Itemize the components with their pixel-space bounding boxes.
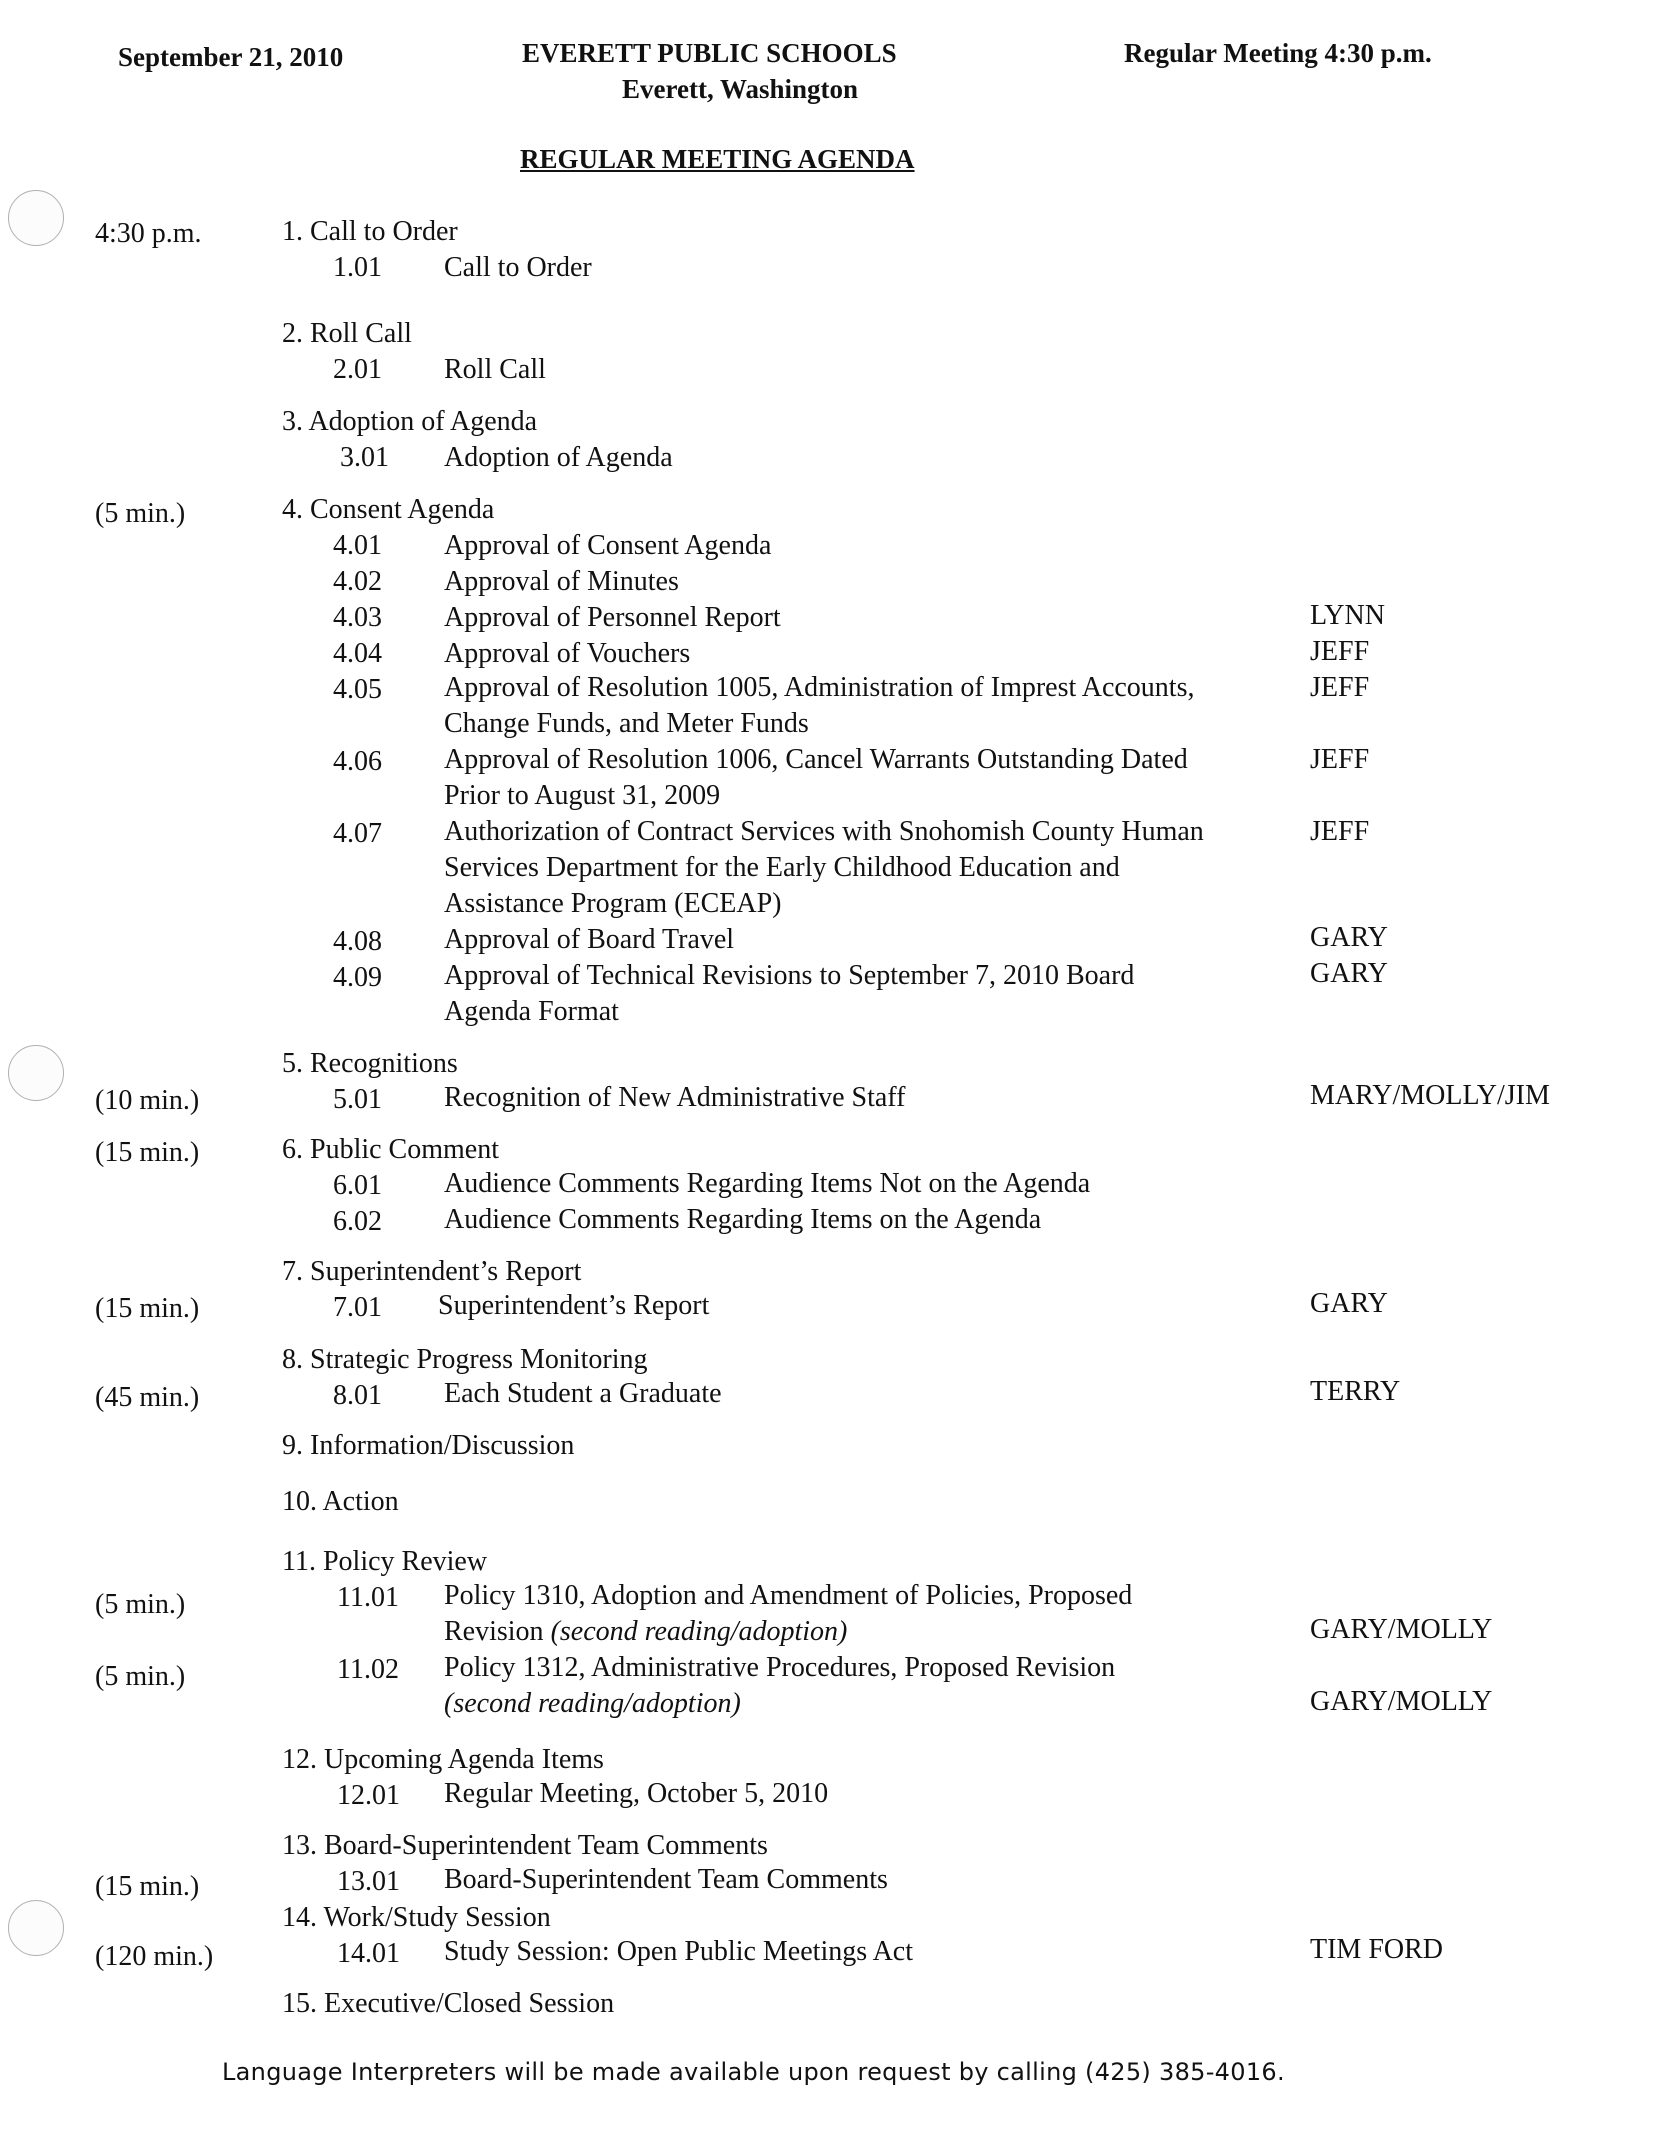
item-note-text: (second reading/adoption) (444, 1688, 741, 1719)
item-number: 3.01 (340, 442, 389, 473)
item-number: 11.02 (337, 1654, 399, 1685)
item-text: Services Department for the Early Childhood Education and (444, 852, 1120, 883)
item-number: 5.01 (333, 1084, 382, 1115)
section-heading: 3. Adoption of Agenda (282, 406, 538, 437)
item-text: Approval of Resolution 1005, Administration of Imprest Accounts, (444, 672, 1195, 703)
item-text: Roll Call (444, 354, 546, 385)
item-text: Approval of Personnel Report (444, 602, 781, 633)
item-text (444, 1614, 847, 1650)
item-number: 4.09 (333, 962, 382, 993)
item-note: (second reading/adoption) (550, 1616, 848, 1647)
time-allocation: 4:30 p.m. (95, 218, 202, 249)
item-text: Approval of Consent Agenda (444, 530, 772, 561)
item-note (444, 1686, 741, 1722)
item-text: Approval of Minutes (444, 566, 679, 597)
punch-hole-decoration (8, 1045, 64, 1101)
item-number: 7.01 (333, 1292, 382, 1323)
section-heading: 10. Action (282, 1486, 399, 1517)
item-text: Recognition of New Administrative Staff (444, 1082, 906, 1113)
item-text: Audience Comments Regarding Items on the Agenda (444, 1204, 1042, 1235)
section-heading: 2. Roll Call (282, 318, 412, 349)
time-allocation: (10 min.) (95, 1085, 200, 1116)
item-number: 4.05 (333, 674, 382, 705)
punch-hole-decoration (8, 190, 64, 246)
section-heading: 7. Superintendent’s Report (282, 1256, 582, 1287)
org-name: EVERETT PUBLIC SCHOOLS (522, 38, 897, 68)
page-title: REGULAR MEETING AGENDA (520, 144, 915, 174)
presenter-name: GARY (1310, 1288, 1388, 1319)
item-text: Change Funds, and Meter Funds (444, 708, 809, 739)
presenter-name: JEFF (1310, 636, 1370, 667)
presenter-name: JEFF (1310, 672, 1370, 703)
item-number: 11.01 (337, 1582, 399, 1613)
section-heading: 8. Strategic Progress Monitoring (282, 1344, 648, 1375)
item-number: 4.07 (333, 818, 382, 849)
item-text: Approval of Technical Revisions to September 7, 2010 Board (444, 960, 1135, 991)
item-text: Policy 1310, Adoption and Amendment of Policies, Proposed (444, 1580, 1133, 1611)
punch-hole-decoration (8, 1900, 64, 1956)
presenter-name: JEFF (1310, 816, 1370, 847)
item-number: 2.01 (333, 354, 382, 385)
item-text: Board-Superintendent Team Comments (444, 1864, 888, 1895)
section-heading: 9. Information/Discussion (282, 1430, 575, 1461)
section-heading: 13. Board-Superintendent Team Comments (282, 1830, 768, 1861)
item-text: Prior to August 31, 2009 (444, 780, 721, 811)
item-text: Superintendent’s Report (438, 1290, 710, 1321)
item-number: 14.01 (337, 1938, 400, 1969)
item-number: 1.01 (333, 252, 382, 283)
time-allocation: (5 min.) (95, 498, 186, 529)
org-location: Everett, Washington (622, 74, 859, 104)
item-text: Adoption of Agenda (444, 442, 673, 473)
item-text: Approval of Board Travel (444, 924, 735, 955)
time-allocation: (45 min.) (95, 1382, 200, 1413)
section-heading: 14. Work/Study Session (282, 1902, 551, 1933)
item-text: Approval of Resolution 1006, Cancel Warrants Outstanding Dated (444, 744, 1188, 775)
item-number: 6.02 (333, 1206, 382, 1237)
item-text: Assistance Program (ECEAP) (444, 888, 782, 919)
time-allocation: (120 min.) (95, 1941, 214, 1972)
item-text: Agenda Format (444, 996, 619, 1027)
item-text: Approval of Vouchers (444, 638, 691, 669)
item-text: Audience Comments Regarding Items Not on the Agenda (444, 1168, 1091, 1199)
time-allocation: (15 min.) (95, 1871, 200, 1902)
meeting-date: September 21, 2010 (118, 42, 344, 72)
item-text: Each Student a Graduate (444, 1378, 722, 1409)
presenter-name: TERRY (1310, 1376, 1401, 1407)
presenter-name: GARY/MOLLY (1310, 1686, 1493, 1717)
item-text: Study Session: Open Public Meetings Act (444, 1936, 913, 1967)
item-text: Call to Order (444, 252, 592, 283)
item-number: 4.03 (333, 602, 382, 633)
presenter-name: GARY (1310, 922, 1388, 953)
item-number: 8.01 (333, 1380, 382, 1411)
time-allocation: (15 min.) (95, 1137, 200, 1168)
item-number: 6.01 (333, 1170, 382, 1201)
item-number: 4.04 (333, 638, 382, 669)
presenter-name: GARY (1310, 958, 1388, 989)
item-number: 4.08 (333, 926, 382, 957)
item-number: 4.01 (333, 530, 382, 561)
item-text: Policy 1312, Administrative Procedures, Proposed Revision (444, 1652, 1116, 1683)
presenter-name: LYNN (1310, 600, 1385, 631)
section-heading: 1. Call to Order (282, 216, 458, 247)
section-heading: 15. Executive/Closed Session (282, 1988, 615, 2019)
presenter-name: MARY/MOLLY/JIM (1310, 1080, 1550, 1111)
time-allocation: (5 min.) (95, 1661, 186, 1692)
meeting-type: Regular Meeting 4:30 p.m. (1124, 38, 1432, 68)
item-text: Regular Meeting, October 5, 2010 (444, 1778, 829, 1809)
item-number: 4.02 (333, 566, 382, 597)
item-text-part: Revision (444, 1616, 551, 1647)
section-heading: 6. Public Comment (282, 1134, 499, 1165)
time-allocation: (15 min.) (95, 1293, 200, 1324)
section-heading: 11. Policy Review (282, 1546, 488, 1577)
presenter-name: TIM FORD (1310, 1934, 1444, 1965)
item-number: 4.06 (333, 746, 382, 777)
section-heading: 5. Recognitions (282, 1048, 458, 1079)
section-heading: 12. Upcoming Agenda Items (282, 1744, 604, 1775)
item-text: Authorization of Contract Services with Snohomish County Human (444, 816, 1204, 847)
time-allocation: (5 min.) (95, 1589, 186, 1620)
presenter-name: JEFF (1310, 744, 1370, 775)
presenter-name: GARY/MOLLY (1310, 1614, 1493, 1645)
item-number: 13.01 (337, 1866, 400, 1897)
section-heading: 4. Consent Agenda (282, 494, 495, 525)
item-number: 12.01 (337, 1780, 400, 1811)
footer-note: Language Interpreters will be made available upon request by calling (425) 385-4016. (222, 2058, 1285, 2086)
